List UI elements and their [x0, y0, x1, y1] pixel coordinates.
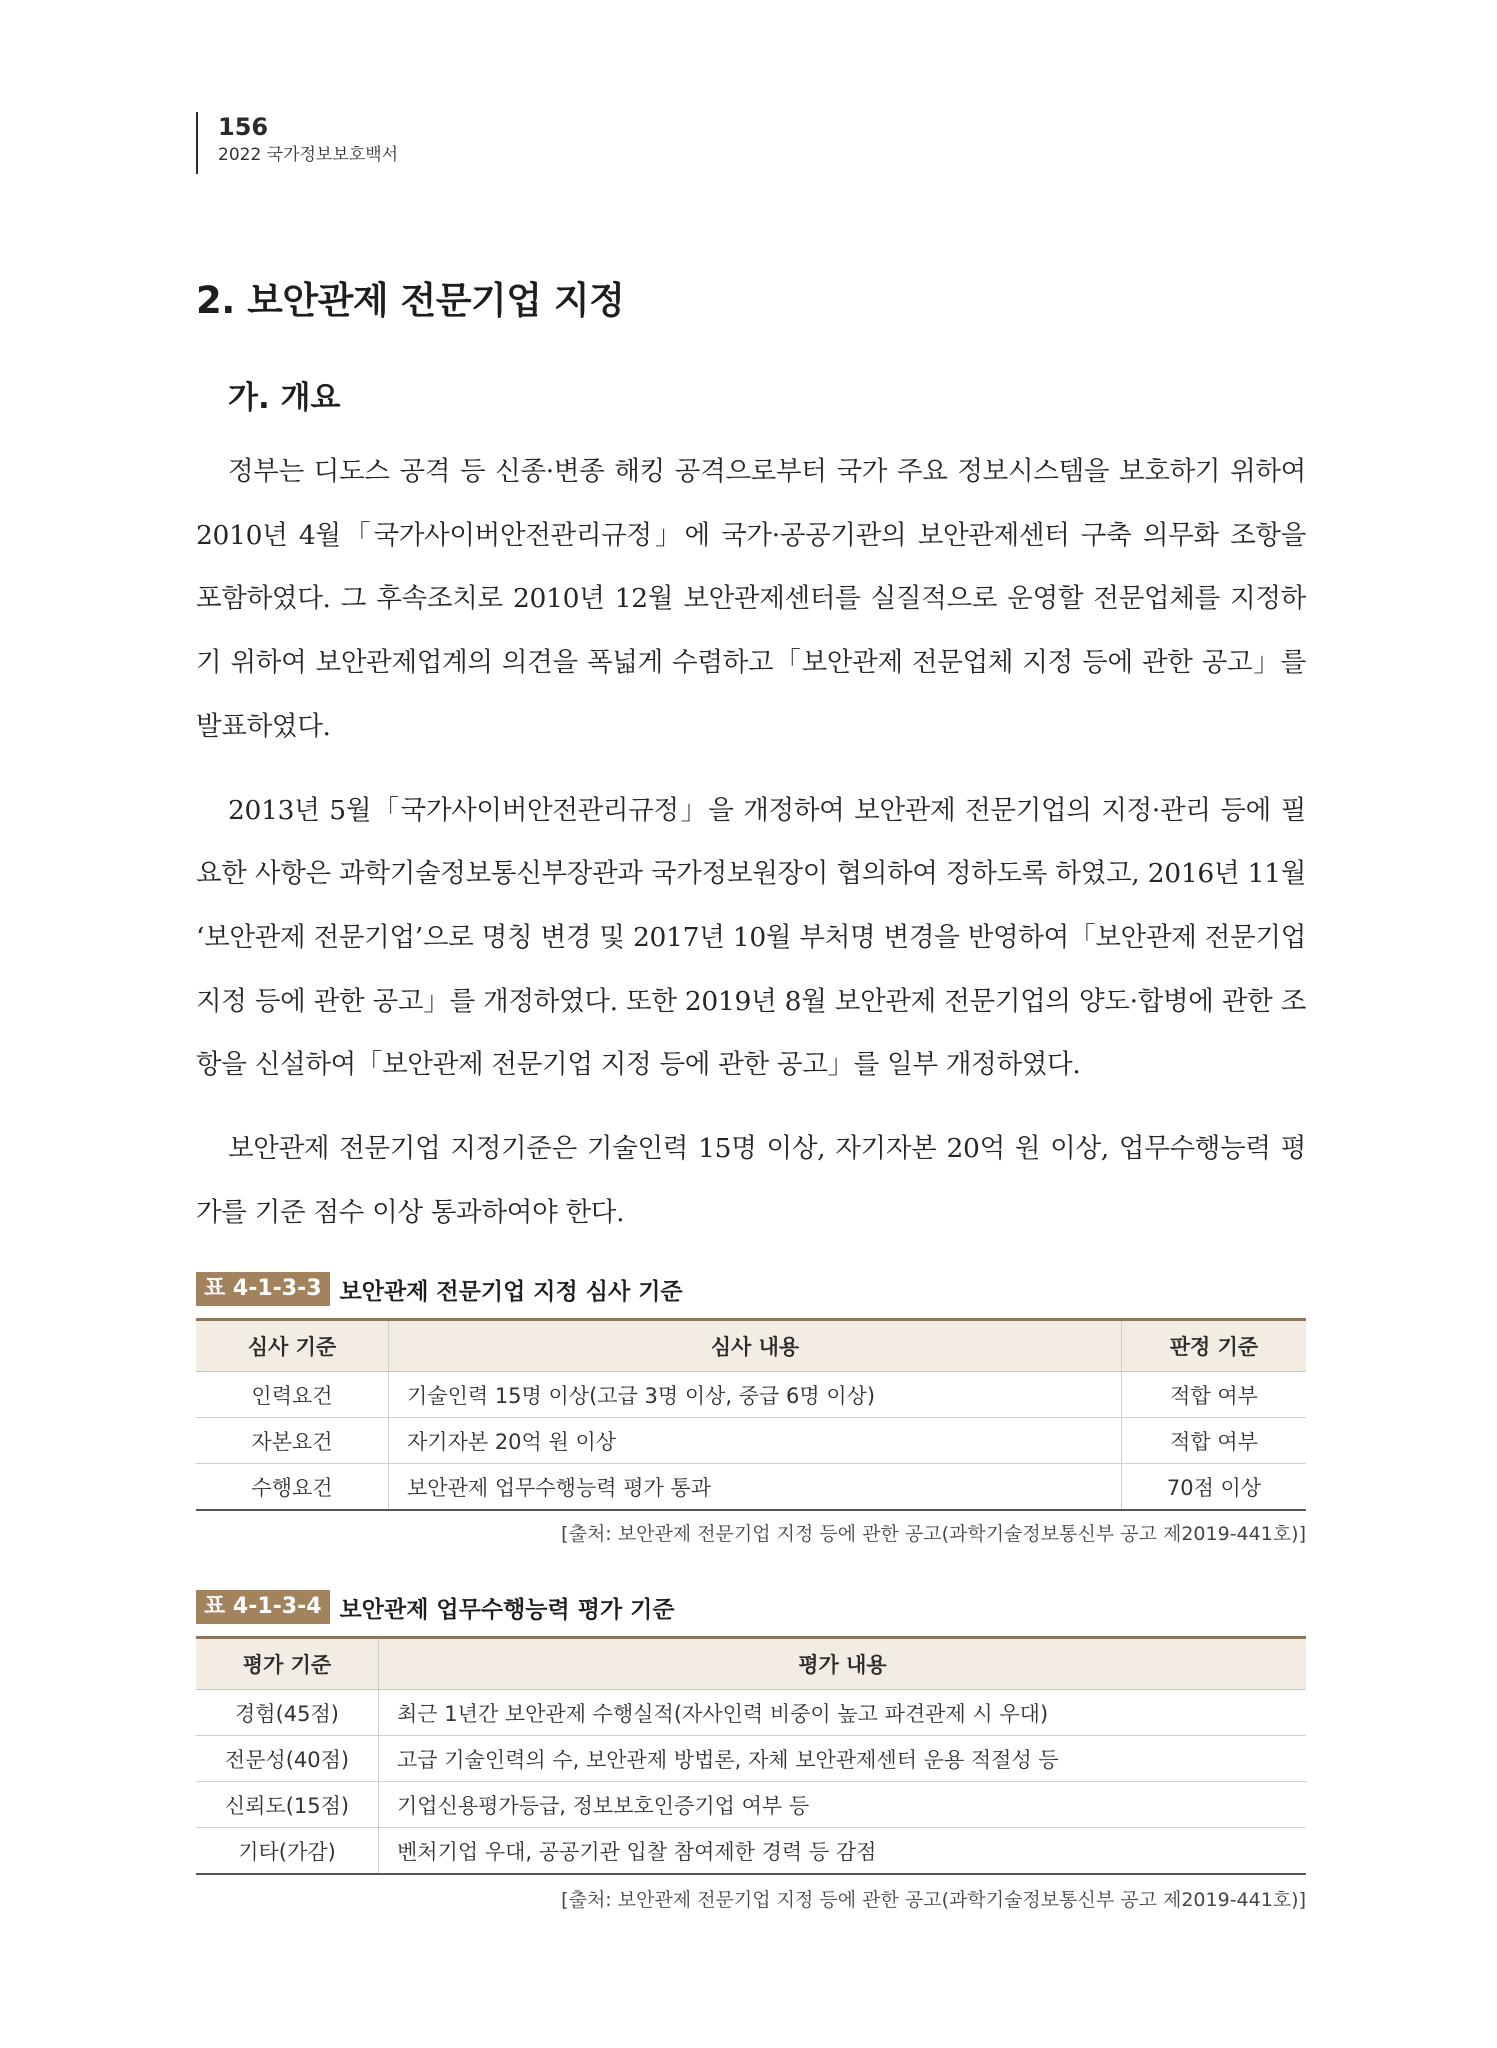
table-title: 보안관제 전문기업 지정 심사 기준 — [339, 1278, 683, 1305]
table-tag: 표 4-1-3-3 — [196, 1272, 330, 1306]
table-cell: 70점 이상 — [1122, 1464, 1307, 1511]
column-header: 심사 기준 — [196, 1320, 389, 1372]
subsection-title: 가. 개요 — [228, 380, 341, 416]
table-tag: 표 4-1-3-4 — [196, 1590, 330, 1624]
table-cell: 신뢰도(15점) — [196, 1782, 379, 1828]
table-cell: 고급 기술인력의 수, 보안관제 방법론, 자체 보안관제센터 운용 적절성 등 — [379, 1736, 1307, 1782]
column-header: 판정 기준 — [1122, 1320, 1307, 1372]
table-source: [출처: 보안관제 전문기업 지정 등에 관한 공고(과학기술정보통신부 공고 제2019-441호)] — [561, 1523, 1306, 1545]
table-source: [출처: 보안관제 전문기업 지정 등에 관한 공고(과학기술정보통신부 공고 제2019-441호)] — [561, 1889, 1306, 1911]
table-cell: 기업신용평가등급, 정보보호인증기업 여부 등 — [379, 1782, 1307, 1828]
table-cell: 보안관제 업무수행능력 평가 통과 — [389, 1464, 1122, 1511]
table-cell: 인력요건 — [196, 1372, 389, 1418]
criteria-table — [196, 1318, 1306, 1511]
page-number: 156 — [218, 113, 269, 141]
table-header-row — [196, 1320, 1306, 1372]
table-cell: 자기자본 20억 원 이상 — [389, 1418, 1122, 1464]
table-title: 보안관제 업무수행능력 평가 기준 — [339, 1596, 675, 1623]
paragraph: 보안관제 전문기업 지정기준은 기술인력 15명 이상, 자기자본 20억 원 이상, 업무수행능력 평가를 기준 점수 이상 통과하여야 한다. — [196, 1133, 1306, 1228]
book-title: 2022 국가정보보호백서 — [218, 145, 399, 165]
table-cell: 전문성(40점) — [196, 1736, 379, 1782]
table-cell: 벤처기업 우대, 공공기관 입찰 참여제한 경력 등 감점 — [379, 1828, 1307, 1875]
table-cell: 기술인력 15명 이상(고급 3명 이상, 중급 6명 이상) — [389, 1372, 1122, 1418]
table-cell: 수행요건 — [196, 1464, 389, 1511]
table-cell: 경험(45점) — [196, 1690, 379, 1736]
table-row — [196, 1736, 1306, 1782]
table-header-row — [196, 1638, 1306, 1690]
table-cell: 기타(가감) — [196, 1828, 379, 1875]
column-header: 평가 기준 — [196, 1638, 379, 1690]
table-caption — [196, 1590, 675, 1624]
section-title: 2. 보안관제 전문기업 지정 — [196, 279, 625, 322]
column-header: 평가 내용 — [379, 1638, 1307, 1690]
table-row — [196, 1372, 1306, 1418]
table-cell: 최근 1년간 보안관제 수행실적(자사인력 비중이 높고 파견관제 시 우대) — [379, 1690, 1307, 1736]
table-cell: 자본요건 — [196, 1418, 389, 1464]
table-row — [196, 1418, 1306, 1464]
paragraph: 정부는 디도스 공격 등 신종·변종 해킹 공격으로부터 국가 주요 정보시스템을 보호하기 위하여 2010년 4월「국가사이버안전관리규정」에 국가·공공기관의 보안관제센터 구축 의무화 조항을 포함하였다. 그 후속조치로 2010년 12월 보안관제센터를 실질적으로 운영할 전문업체를 지정하기 위하여 보안관제업계의 의견을 폭넓게 수렴하고「보안관제 전문업체 지정 등에 관한 공고」를 발표하였다. — [196, 456, 1306, 742]
evaluation-table — [196, 1636, 1306, 1875]
table-cell: 적합 여부 — [1122, 1418, 1307, 1464]
body-text — [196, 440, 1306, 1244]
column-header: 심사 내용 — [389, 1320, 1122, 1372]
table-caption — [196, 1272, 683, 1306]
table-cell: 적합 여부 — [1122, 1372, 1307, 1418]
table-row — [196, 1828, 1306, 1875]
table-row — [196, 1690, 1306, 1736]
table-row — [196, 1782, 1306, 1828]
table-row — [196, 1464, 1306, 1511]
paragraph: 2013년 5월「국가사이버안전관리규정」을 개정하여 보안관제 전문기업의 지정·관리 등에 필요한 사항은 과학기술정보통신부장관과 국가정보원장이 협의하여 정하도록 하였고, 2016년 11월 ‘보안관제 전문기업’으로 명칭 변경 및 2017년 10월 부처명 변경을 반영하여「보안관제 전문기업 지정 등에 관한 공고」를 개정하였다. 또한 2019년 8월 보안관제 전문기업의 양도·합병에 관한 조항을 신설하여「보안관제 전문기업 지정 등에 관한 공고」를 일부 개정하였다. — [196, 794, 1306, 1081]
page-header — [196, 112, 398, 174]
